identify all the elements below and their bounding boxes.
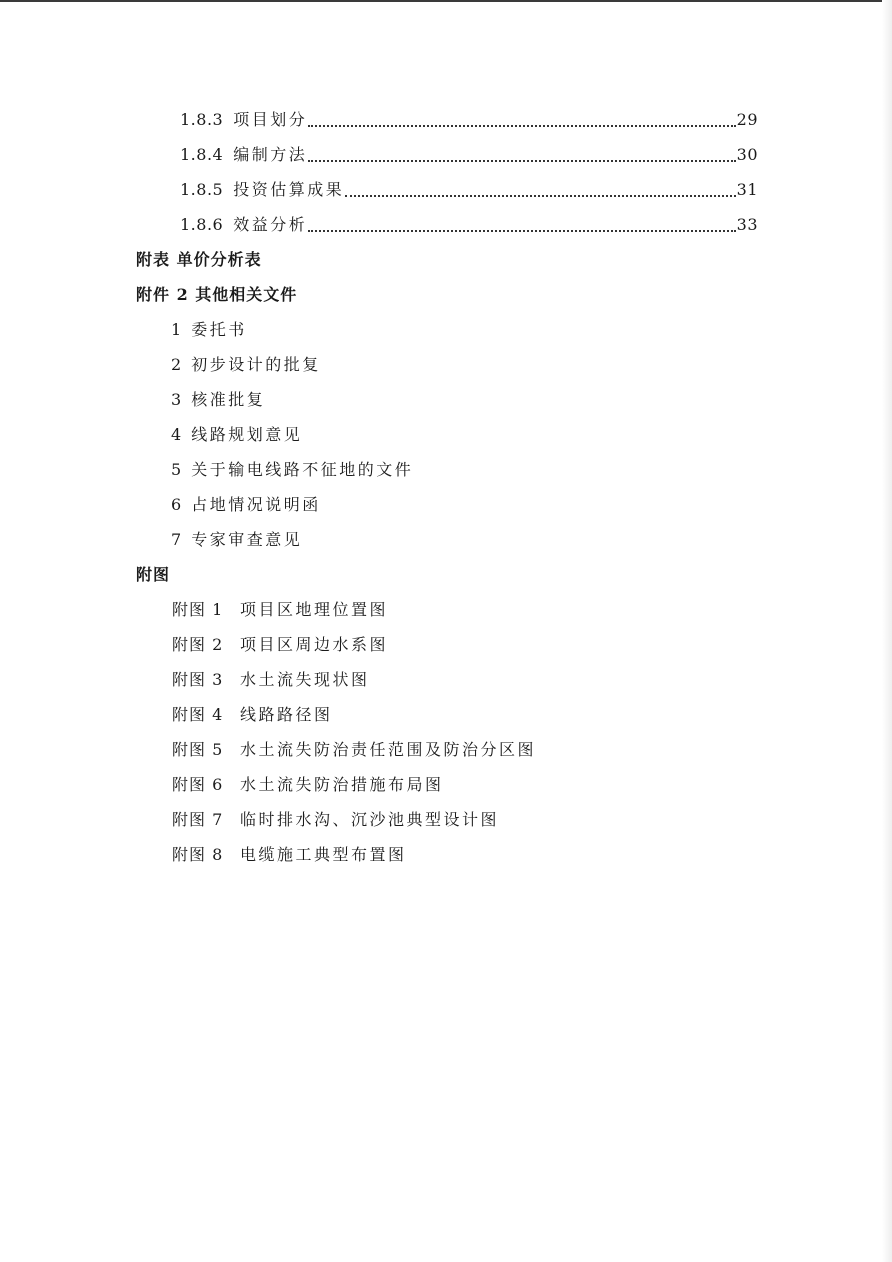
figure-title: 项目区地理位置图 — [240, 600, 389, 619]
attachment-title: 线路规划意见 — [191, 425, 303, 444]
figures-heading[interactable]: 附图 — [136, 565, 171, 584]
toc-entry[interactable] — [180, 109, 758, 131]
attachment-heading[interactable]: 附件 2 其他相关文件 — [136, 285, 298, 304]
figure-label: 附图 1 — [172, 600, 224, 619]
page-top-border — [0, 0, 892, 2]
attachment-number: 7 — [171, 530, 182, 549]
figure-item[interactable] — [172, 704, 333, 726]
figure-title: 项目区周边水系图 — [240, 635, 389, 654]
toc-entry-title: 编制方法 — [233, 145, 308, 164]
figure-label: 附图 2 — [172, 635, 224, 654]
toc-entry-page: 29 — [736, 110, 758, 129]
figure-item[interactable] — [172, 774, 444, 796]
attachment-number: 5 — [171, 460, 182, 479]
attachment-title: 占地情况说明函 — [191, 495, 321, 514]
figure-title: 电缆施工典型布置图 — [240, 845, 407, 864]
toc-entry-number: 1.8.4 — [180, 145, 224, 164]
figure-item[interactable] — [172, 634, 388, 656]
figure-title: 水土流失防治措施布局图 — [240, 775, 444, 794]
attachment-title: 委托书 — [191, 320, 247, 339]
appendix-table-heading[interactable]: 附表 单价分析表 — [136, 250, 262, 269]
attachment-item[interactable] — [171, 459, 413, 481]
toc-dot-leader — [345, 191, 735, 197]
toc-entry-number: 1.8.6 — [180, 215, 224, 234]
attachment-number: 2 — [171, 355, 182, 374]
figure-label: 附图 4 — [172, 705, 224, 724]
attachment-title: 专家审查意见 — [191, 530, 303, 549]
toc-entry[interactable] — [180, 179, 758, 201]
toc-entry-title: 效益分析 — [233, 215, 308, 234]
figure-item[interactable] — [172, 844, 407, 866]
attachment-item[interactable] — [171, 529, 302, 551]
figure-label: 附图 3 — [172, 670, 224, 689]
attachment-title: 关于输电线路不征地的文件 — [191, 460, 414, 479]
toc-dot-leader — [308, 226, 735, 232]
figure-label: 附图 7 — [172, 810, 224, 829]
attachment-number: 6 — [171, 495, 182, 514]
toc-dot-leader — [308, 156, 735, 162]
figure-label: 附图 6 — [172, 775, 224, 794]
figure-item[interactable] — [172, 739, 536, 761]
toc-entry[interactable] — [180, 214, 758, 236]
attachment-number: 1 — [171, 320, 182, 339]
toc-entry-number: 1.8.3 — [180, 110, 224, 129]
attachment-item[interactable] — [171, 354, 321, 376]
figure-item[interactable] — [172, 809, 499, 831]
toc-entry-title: 项目划分 — [233, 110, 308, 129]
toc-entry[interactable] — [180, 144, 758, 166]
attachment-number: 4 — [171, 425, 182, 444]
figure-item[interactable] — [172, 669, 370, 691]
attachment-title: 核准批复 — [191, 390, 266, 409]
figure-item[interactable] — [172, 599, 388, 621]
toc-dot-leader — [308, 121, 735, 127]
figure-label: 附图 5 — [172, 740, 224, 759]
attachment-item[interactable] — [171, 389, 265, 411]
figure-title: 水土流失现状图 — [240, 670, 370, 689]
attachment-item[interactable] — [171, 319, 247, 341]
toc-entry-title: 投资估算成果 — [233, 180, 345, 199]
attachment-item[interactable] — [171, 424, 302, 446]
page-edge-shadow — [882, 0, 892, 1262]
figure-title: 临时排水沟、沉沙池典型设计图 — [240, 810, 500, 829]
attachment-title: 初步设计的批复 — [191, 355, 321, 374]
toc-entry-page: 33 — [736, 215, 758, 234]
attachment-item[interactable] — [171, 494, 321, 516]
figure-title: 水土流失防治责任范围及防治分区图 — [240, 740, 537, 759]
toc-entry-number: 1.8.5 — [180, 180, 224, 199]
attachment-number: 3 — [171, 390, 182, 409]
toc-entry-page: 30 — [736, 145, 758, 164]
figure-label: 附图 8 — [172, 845, 224, 864]
figure-title: 线路路径图 — [240, 705, 333, 724]
toc-entry-page: 31 — [736, 180, 758, 199]
